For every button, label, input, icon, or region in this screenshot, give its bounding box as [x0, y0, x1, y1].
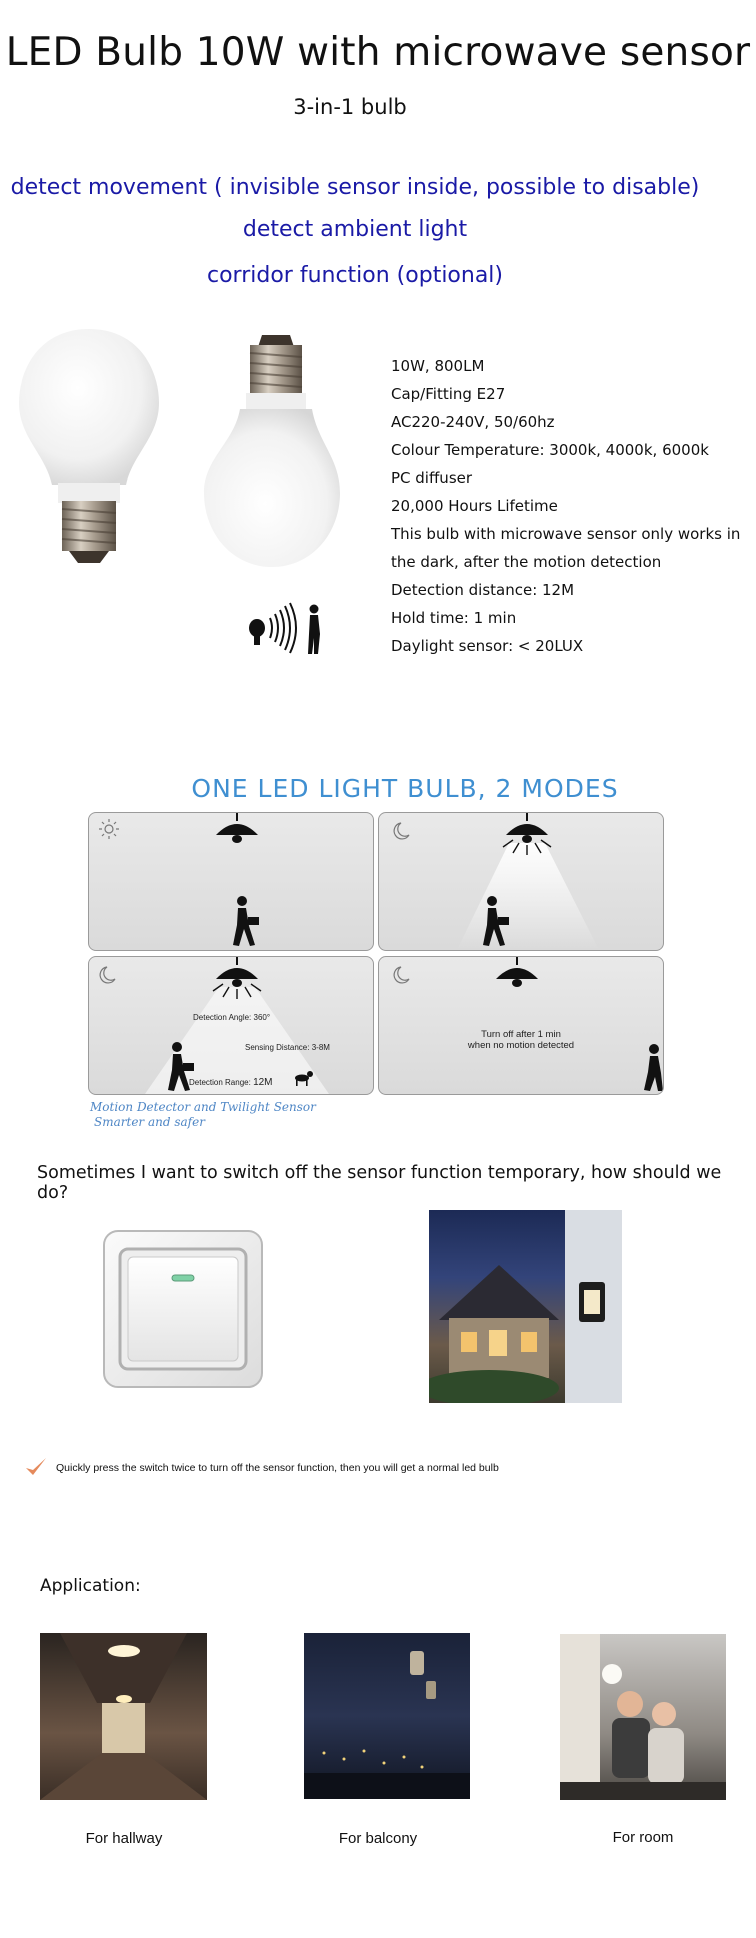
- modes-caption: [90, 1100, 316, 1130]
- turn-off-line1: Turn off after 1 min: [481, 1029, 561, 1040]
- detection-range-label: Detection Range:: [189, 1078, 251, 1087]
- microwave-sensor-icon: [246, 600, 326, 658]
- lamp-on-icon: [216, 957, 258, 987]
- spec-color-temperature: Colour Temperature: 3000k, 4000k, 6000k: [391, 441, 709, 459]
- feature-ambient-light: detect ambient light: [242, 217, 468, 242]
- spec-detection-distance: Detection distance: 12M: [391, 581, 575, 599]
- sensing-distance-value: 3-8M: [311, 1043, 330, 1052]
- turn-off-line2: when no motion detected: [467, 1040, 575, 1051]
- spec-diffuser: PC diffuser: [391, 469, 473, 487]
- moon-icon: [394, 967, 409, 983]
- moon-icon: [394, 823, 409, 839]
- page-title: LED Bulb 10W with microwave sensor: [5, 30, 751, 75]
- checkmark-icon: [24, 1456, 48, 1478]
- application-label-balcony: For balcony: [338, 1830, 418, 1847]
- bulb-upright-image: [14, 325, 164, 570]
- room-photo: [560, 1634, 726, 1800]
- detection-angle-label: Detection Angle:: [193, 1013, 252, 1022]
- wall-switch-image: [102, 1229, 264, 1389]
- mode-panel-night-motion: [378, 812, 664, 951]
- modes-title: ONE LED LIGHT BULB, 2 MODES: [191, 774, 619, 803]
- spec-daylight-sensor: Daylight sensor: < 20LUX: [391, 637, 584, 655]
- switch-tip: Quickly press the switch twice to turn off the sensor function, then you will get a normal led bulb: [56, 1462, 499, 1474]
- mode-panel-day: [88, 812, 374, 951]
- feature-corridor: corridor function (optional): [206, 263, 504, 288]
- mode-panel-detection: [88, 956, 374, 1095]
- walking-person-icon: [233, 896, 259, 946]
- modes-caption-line1: Motion Detector and Twilight Sensor: [90, 1100, 316, 1114]
- moon-icon: [100, 967, 115, 983]
- application-label-hallway: For hallway: [85, 1830, 163, 1847]
- hallway-photo: [40, 1633, 207, 1800]
- spec-hold-time: Hold time: 1 min: [391, 609, 517, 627]
- page-subtitle: 3-in-1 bulb: [293, 95, 407, 119]
- detection-range-value: 12M: [253, 1077, 273, 1088]
- spec-power: 10W, 800LM: [391, 357, 485, 375]
- spec-lifetime: 20,000 Hours Lifetime: [391, 497, 558, 515]
- feature-motion: detect movement ( invisible sensor inside, possible to disable): [10, 175, 700, 200]
- application-heading: Application:: [40, 1576, 141, 1596]
- modes-caption-line2: Smarter and safer: [94, 1115, 205, 1129]
- lamp-off-icon: [216, 813, 258, 843]
- lamp-off-icon: [496, 957, 538, 987]
- application-label-room: For room: [612, 1829, 674, 1846]
- lamp-on-icon: [506, 813, 548, 843]
- sensing-distance-label: Sensing Distance:: [245, 1043, 310, 1052]
- spec-cap: Cap/Fitting E27: [391, 385, 506, 403]
- bulb-inverted-image: [200, 333, 345, 571]
- spec-dark-only: This bulb with microwave sensor only works in the dark, after the motion detection: [391, 525, 741, 571]
- walking-person-icon: [644, 1044, 663, 1091]
- house-lamp-photo: [429, 1210, 622, 1403]
- spec-voltage: AC220-240V, 50/60hz: [391, 413, 555, 431]
- sun-icon: [99, 819, 119, 839]
- switch-question: Sometimes I want to switch off the sensor function temporary, how should we do?: [37, 1163, 722, 1203]
- detection-angle-value: 360°: [253, 1013, 271, 1022]
- balcony-photo: [304, 1633, 470, 1799]
- mode-panel-turn-off: [378, 956, 664, 1095]
- modes-diagram: [86, 810, 666, 1110]
